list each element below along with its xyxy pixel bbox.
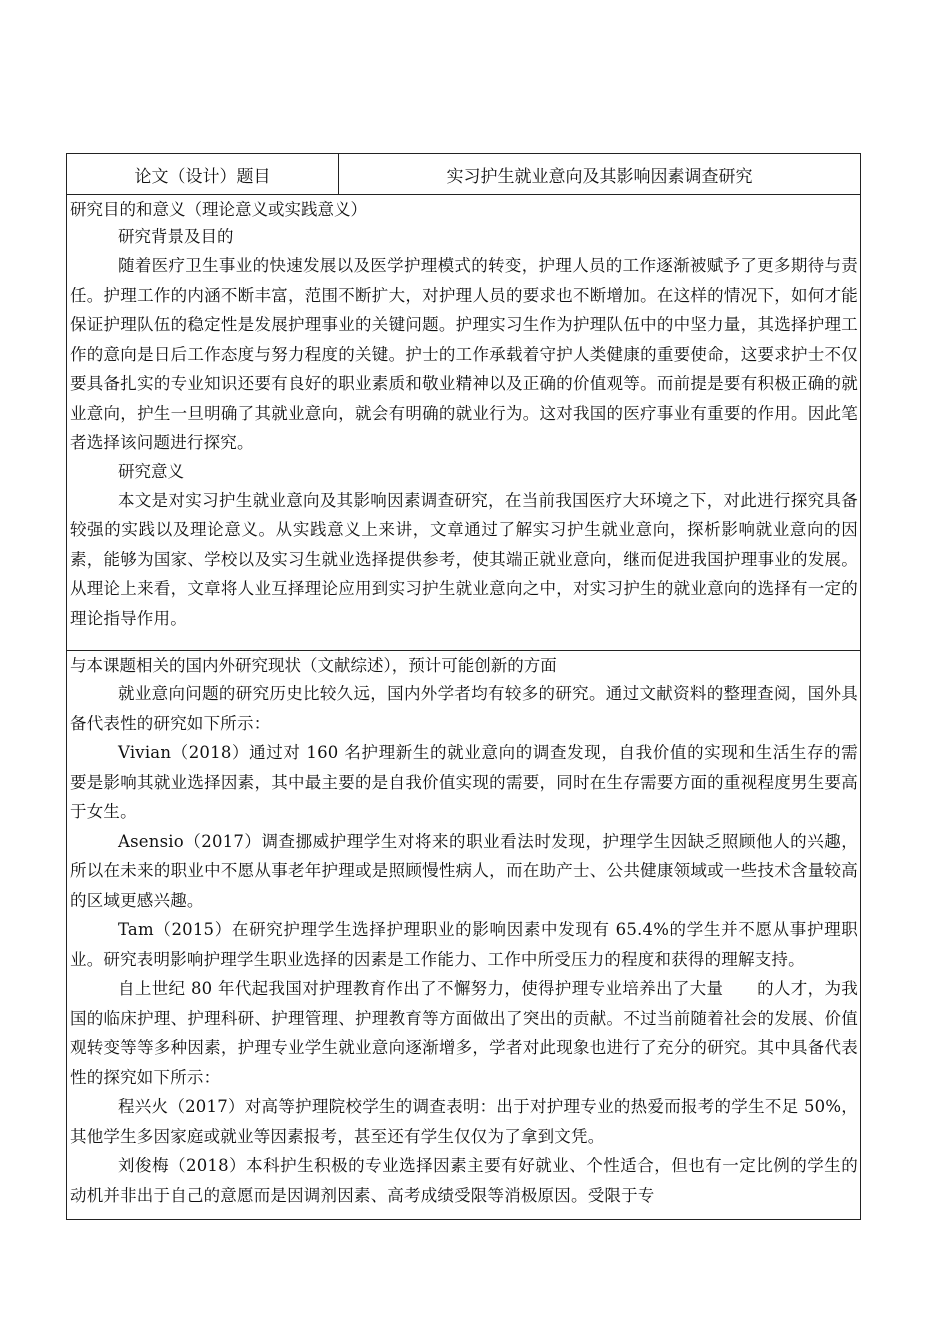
review-paragraph: Vivian（2018）通过对 160 名护理新生的就业意向的调查发现，自我价值的实现和生活生存的需要是影响其就业选择因素，其中最主要的是自我价值实现的需要，同时在生存需要方面的重视程度男生要高于女生。	[70, 743, 858, 821]
background-paragraph: 随着医疗卫生事业的快速发展以及医学护理模式的转变，护理人员的工作逐渐被赋予了更多期待与责任。护理工作的内涵不断丰富，范围不断扩大，对护理人员的要求也不断增加。在这样的情况下，如何才能保证护理队伍的稳定性是发展护理事业的关键问题。护理实习生作为护理队伍中的中坚力量，其选择护理工作的意向是日后工作态度与努力程度的关键。护士的工作承载着守护人类健康的重要使命，这要求护士不仅要具备扎实的专业知识还要有良好的职业素质和敬业精神以及正确的价值观等。而前提是要有积极正确的就业意向，护生一旦明确了其就业意向，就会有明确的就业行为。这对我国的医疗事业有重要的作用。因此笔者选择该问题进行探究。	[70, 256, 858, 452]
proposal-table	[66, 153, 861, 1220]
thesis-title-value: 实习护生就业意向及其影响因素调查研究	[339, 154, 861, 195]
background-subheading: 研究背景及目的	[118, 227, 234, 246]
literature-review-section	[67, 651, 861, 1220]
review-section-row	[67, 651, 861, 1220]
significance-subheading: 研究意义	[118, 461, 184, 481]
purpose-section	[67, 195, 861, 651]
review-paragraph: 自上世纪 80 年代起我国对护理教育作出了不懈努力，使得护理专业培养出了大量 的人才，为我国的临床护理、护理科研、护理管理、护理教育等方面做出了突出的贡献。不过当前随着社会的发展、价值观转变等等多种因素，护理专业学生就业意向逐渐增多，学者对此现象也进行了充分的研究。其中具备代表性的探究如下所示：	[70, 979, 858, 1087]
review-paragraph: 就业意向问题的研究历史比较久远，国内外学者均有较多的研究。通过文献资料的整理查阅，国外具备代表性的研究如下所示：	[70, 684, 858, 733]
purpose-heading: 研究目的和意义（理论意义或实践意义）	[70, 200, 367, 219]
review-paragraph: 刘俊梅（2018）本科护生积极的专业选择因素主要有好就业、个性适合，但也有一定比例的学生的动机并非出于自己的意愿而是因调剂因素、高考成绩受限等消极原因。受限于专	[70, 1156, 858, 1205]
significance-paragraph: 本文是对实习护生就业意向及其影响因素调查研究，在当前我国医疗大环境之下，对此进行探究具备较强的实践以及理论意义。从实践意义上来讲，文章通过了解实习护生就业意向，探析影响就业意向的因素，能够为国家、学校以及实习生就业选择提供参考，使其端正就业意向，继而促进我国护理事业的发展。从理论上来看，文章将人业互择理论应用到实习护生就业意向之中，对实习护生的就业意向的选择有一定的理论指导作用。	[70, 490, 858, 628]
review-paragraph: Tam（2015）在研究护理学生选择护理职业的影响因素中发现有 65.4%的学生并不愿从事护理职业。研究表明影响护理学生职业选择的因素是工作能力、工作中所受压力的程度和获得的理解支持。	[70, 920, 858, 969]
title-row	[67, 154, 861, 195]
review-paragraph: Asensio（2017）调查挪威护理学生对将来的职业看法时发现，护理学生因缺乏照顾他人的兴趣，所以在未来的职业中不愿从事老年护理或是照顾慢性病人，而在助产士、公共健康领域或一些技术含量较高的区域更感兴趣。	[70, 831, 858, 910]
purpose-section-row	[67, 195, 861, 651]
review-heading: 与本课题相关的国内外研究现状（文献综述），预计可能创新的方面	[70, 656, 557, 675]
thesis-title-label: 论文（设计）题目	[67, 154, 339, 195]
review-paragraph: 程兴火（2017）对高等护理院校学生的调查表明：出于对护理专业的热爱而报考的学生不足 50%，其他学生多因家庭或就业等因素报考，甚至还有学生仅仅为了拿到文凭。	[70, 1097, 858, 1146]
